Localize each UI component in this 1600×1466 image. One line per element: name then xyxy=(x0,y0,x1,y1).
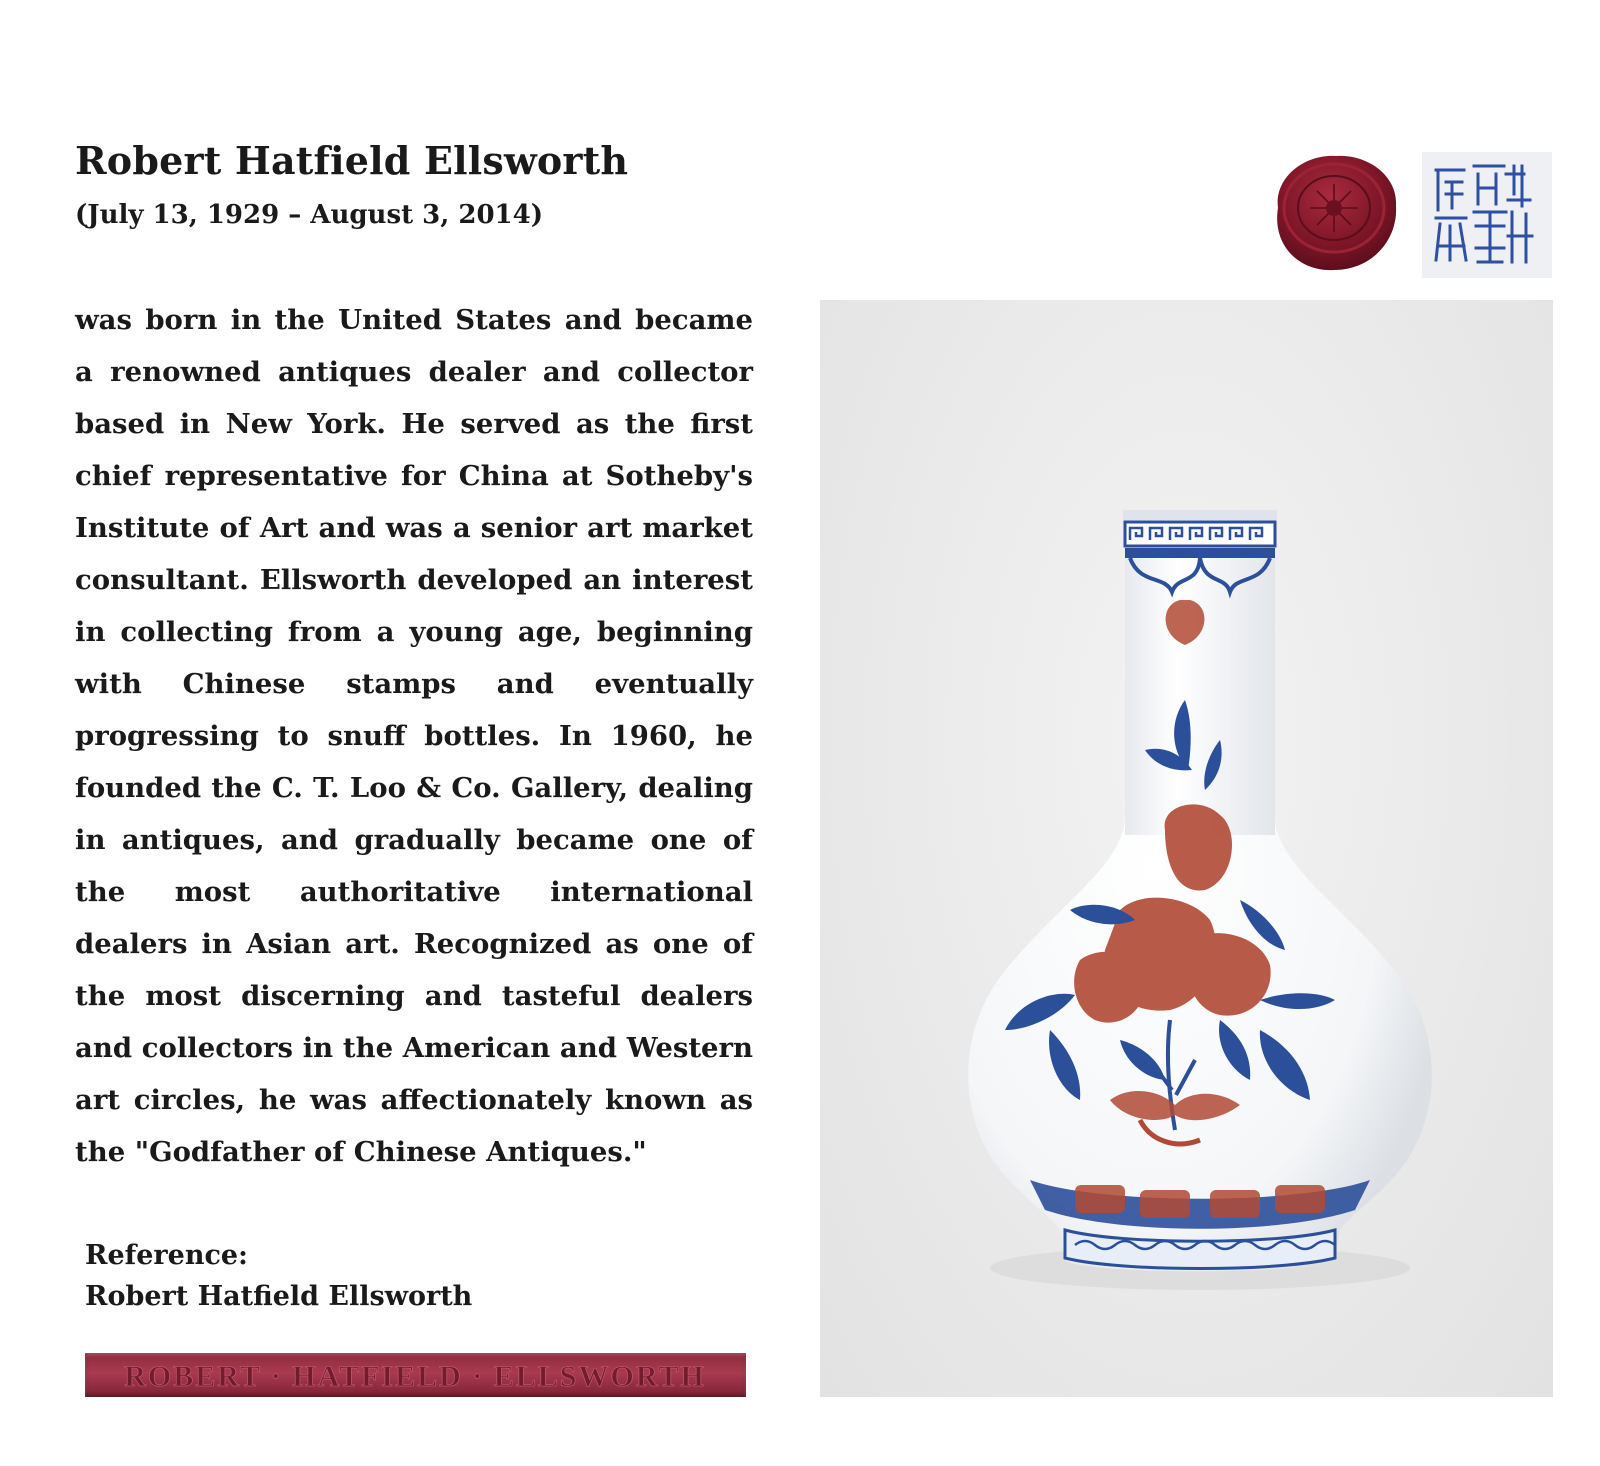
reign-mark-icon xyxy=(1422,152,1552,278)
svg-text:ROBERT · HATFIELD · ELLSWORTH: ROBERT · HATFIELD · ELLSWORTH xyxy=(124,1360,706,1393)
biography-text: was born in the United States and became a renowned antiques dealer and collector based in New York. He served as the first chief representative for China at Sotheby's Institute of Art and was a senior art market consultant. Ellsworth developed an interest in collecting from a young age, beginning with Chinese stamps and eventually progressing to snuff bottles. In 1960, he founded the C. T. Loo & Co. Gallery, dealing in antiques, and gradually became one of the most authoritative international dealers in Asian art. Recognized as one of the most discerning and tasteful dealers and collectors in the American and Western art circles, he was affectionately known as the "Godfather of Chinese Antiques." xyxy=(75,304,753,1168)
reference-label: Reference: xyxy=(85,1240,249,1271)
life-dates: (July 13, 1929 – August 3, 2014) xyxy=(75,200,544,230)
wax-seal-icon xyxy=(1264,148,1402,276)
reference-name: Robert Hatfield Ellsworth xyxy=(85,1281,473,1312)
person-name-title: Robert Hatfield Ellsworth xyxy=(75,138,629,183)
vase-photo xyxy=(820,300,1553,1397)
stamp-strip-image xyxy=(85,1353,746,1397)
